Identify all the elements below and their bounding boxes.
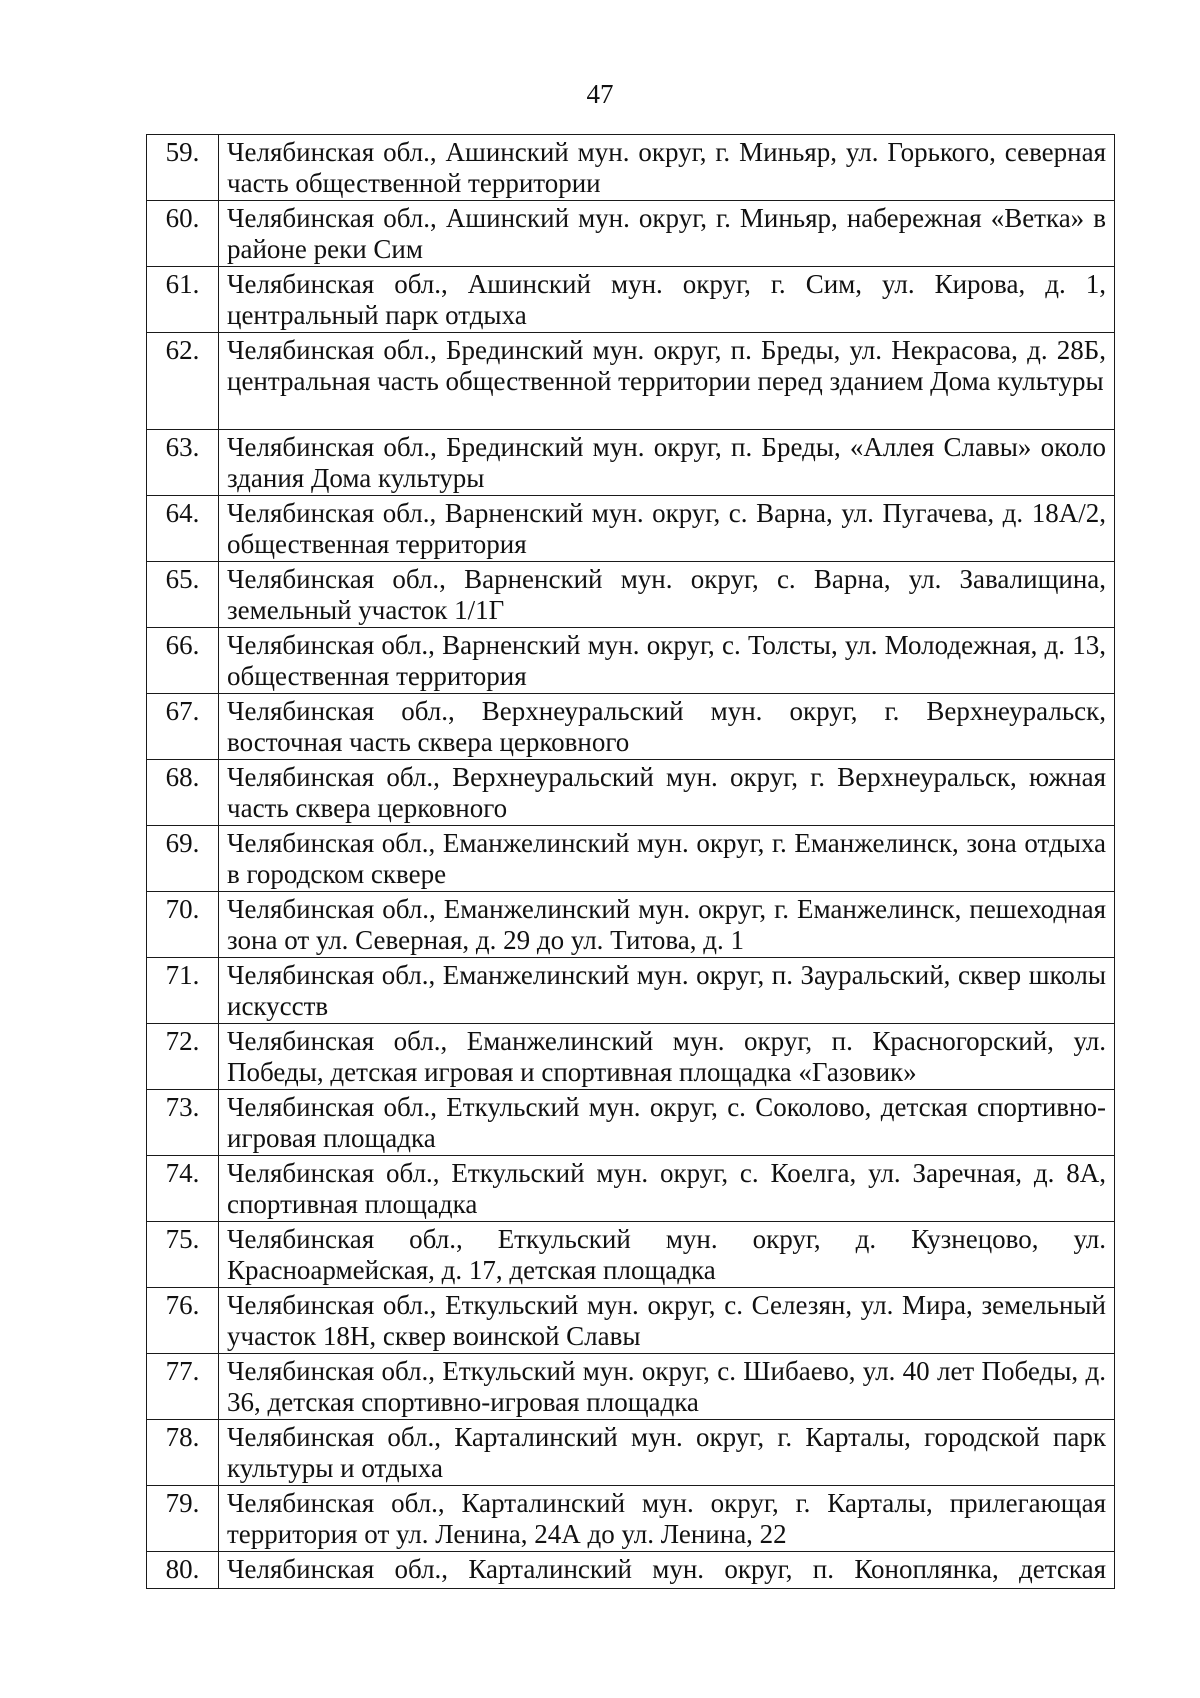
row-address: Челябинская обл., Еткульский мун. округ, с. Соколово, детская спортивно-игровая площадка xyxy=(219,1090,1115,1156)
row-number: 76. xyxy=(147,1288,219,1354)
table-row xyxy=(147,1024,1115,1090)
row-number: 77. xyxy=(147,1354,219,1420)
row-address: Челябинская обл., Еткульский мун. округ, с. Селезян, ул. Мира, земельный участок 18Н, сквер воинской Славы xyxy=(219,1288,1115,1354)
row-address: Челябинская обл., Еманжелинский мун. округ, г. Еманжелинск, пешеходная зона от ул. Северная, д. 29 до ул. Титова, д. 1 xyxy=(219,892,1115,958)
row-number: 59. xyxy=(147,135,219,201)
table-row xyxy=(147,201,1115,267)
table-row xyxy=(147,1354,1115,1420)
row-number: 80. xyxy=(147,1552,219,1589)
row-address: Челябинская обл., Варненский мун. округ, с. Варна, ул. Завалищина, земельный участок 1/1Г xyxy=(219,562,1115,628)
row-number: 72. xyxy=(147,1024,219,1090)
table-row xyxy=(147,1288,1115,1354)
row-address: Челябинская обл., Брединский мун. округ, п. Бреды, ул. Некрасова, д. 28Б, центральная часть общественной территории перед зданием Дома культуры xyxy=(219,333,1115,430)
row-address: Челябинская обл., Верхнеуральский мун. округ, г. Верхнеуральск, южная часть сквера церковного xyxy=(219,760,1115,826)
row-number: 71. xyxy=(147,958,219,1024)
table-row xyxy=(147,1552,1115,1589)
row-address: Челябинская обл., Карталинский мун. округ, г. Карталы, прилегающая территория от ул. Ленина, 24А до ул. Ленина, 22 xyxy=(219,1486,1115,1552)
row-address: Челябинская обл., Еткульский мун. округ, д. Кузнецово, ул. Красноармейская, д. 17, детская площадка xyxy=(219,1222,1115,1288)
row-number: 78. xyxy=(147,1420,219,1486)
table-row xyxy=(147,760,1115,826)
row-number: 75. xyxy=(147,1222,219,1288)
row-address: Челябинская обл., Еманжелинский мун. округ, г. Еманжелинск, зона отдыха в городском сквере xyxy=(219,826,1115,892)
row-address: Челябинская обл., Еманжелинский мун. округ, п. Зауральский, сквер школы искусств xyxy=(219,958,1115,1024)
row-number: 64. xyxy=(147,496,219,562)
row-address: Челябинская обл., Карталинский мун. округ, г. Карталы, городской парк культуры и отдыха xyxy=(219,1420,1115,1486)
row-address: Челябинская обл., Брединский мун. округ, п. Бреды, «Аллея Славы» около здания Дома культуры xyxy=(219,430,1115,496)
row-number: 61. xyxy=(147,267,219,333)
table-row xyxy=(147,333,1115,430)
table-row xyxy=(147,1486,1115,1552)
table-row xyxy=(147,562,1115,628)
table-row xyxy=(147,135,1115,201)
row-number: 73. xyxy=(147,1090,219,1156)
table-row xyxy=(147,694,1115,760)
table-row xyxy=(147,267,1115,333)
row-address: Челябинская обл., Еманжелинский мун. округ, п. Красногорский, ул. Победы, детская игровая и спортивная площадка «Газовик» xyxy=(219,1024,1115,1090)
row-number: 63. xyxy=(147,430,219,496)
row-number: 68. xyxy=(147,760,219,826)
row-address: Челябинская обл., Ашинский мун. округ, г. Сим, ул. Кирова, д. 1, центральный парк отдыха xyxy=(219,267,1115,333)
row-address: Челябинская обл., Ашинский мун. округ, г. Миньяр, набережная «Ветка» в районе реки Сим xyxy=(219,201,1115,267)
row-address: Челябинская обл., Варненский мун. округ, с. Варна, ул. Пугачева, д. 18А/2, общественная территория xyxy=(219,496,1115,562)
row-number: 70. xyxy=(147,892,219,958)
row-number: 65. xyxy=(147,562,219,628)
row-address: Челябинская обл., Верхнеуральский мун. округ, г. Верхнеуральск, восточная часть сквера церковного xyxy=(219,694,1115,760)
row-number: 62. xyxy=(147,333,219,430)
table-row xyxy=(147,496,1115,562)
table-row xyxy=(147,958,1115,1024)
table-row xyxy=(147,1090,1115,1156)
row-number: 74. xyxy=(147,1156,219,1222)
row-address: Челябинская обл., Ашинский мун. округ, г. Миньяр, ул. Горького, северная часть общественной территории xyxy=(219,135,1115,201)
table-row xyxy=(147,628,1115,694)
row-number: 79. xyxy=(147,1486,219,1552)
row-address: Челябинская обл., Еткульский мун. округ, с. Шибаево, ул. 40 лет Победы, д. 36, детская спортивно-игровая площадка xyxy=(219,1354,1115,1420)
table-row xyxy=(147,826,1115,892)
table-row xyxy=(147,892,1115,958)
locations-table xyxy=(146,134,1115,1589)
table-row xyxy=(147,1156,1115,1222)
row-number: 67. xyxy=(147,694,219,760)
page-number: 47 xyxy=(586,79,614,109)
row-number: 60. xyxy=(147,201,219,267)
row-address: Челябинская обл., Карталинский мун. округ, п. Коноплянка, детская xyxy=(219,1552,1115,1589)
row-address: Челябинская обл., Еткульский мун. округ, с. Коелга, ул. Заречная, д. 8А, спортивная площадка xyxy=(219,1156,1115,1222)
table-row xyxy=(147,430,1115,496)
row-number: 66. xyxy=(147,628,219,694)
table-row xyxy=(147,1420,1115,1486)
row-number: 69. xyxy=(147,826,219,892)
row-address: Челябинская обл., Варненский мун. округ, с. Толсты, ул. Молодежная, д. 13, общественная территория xyxy=(219,628,1115,694)
table-row xyxy=(147,1222,1115,1288)
